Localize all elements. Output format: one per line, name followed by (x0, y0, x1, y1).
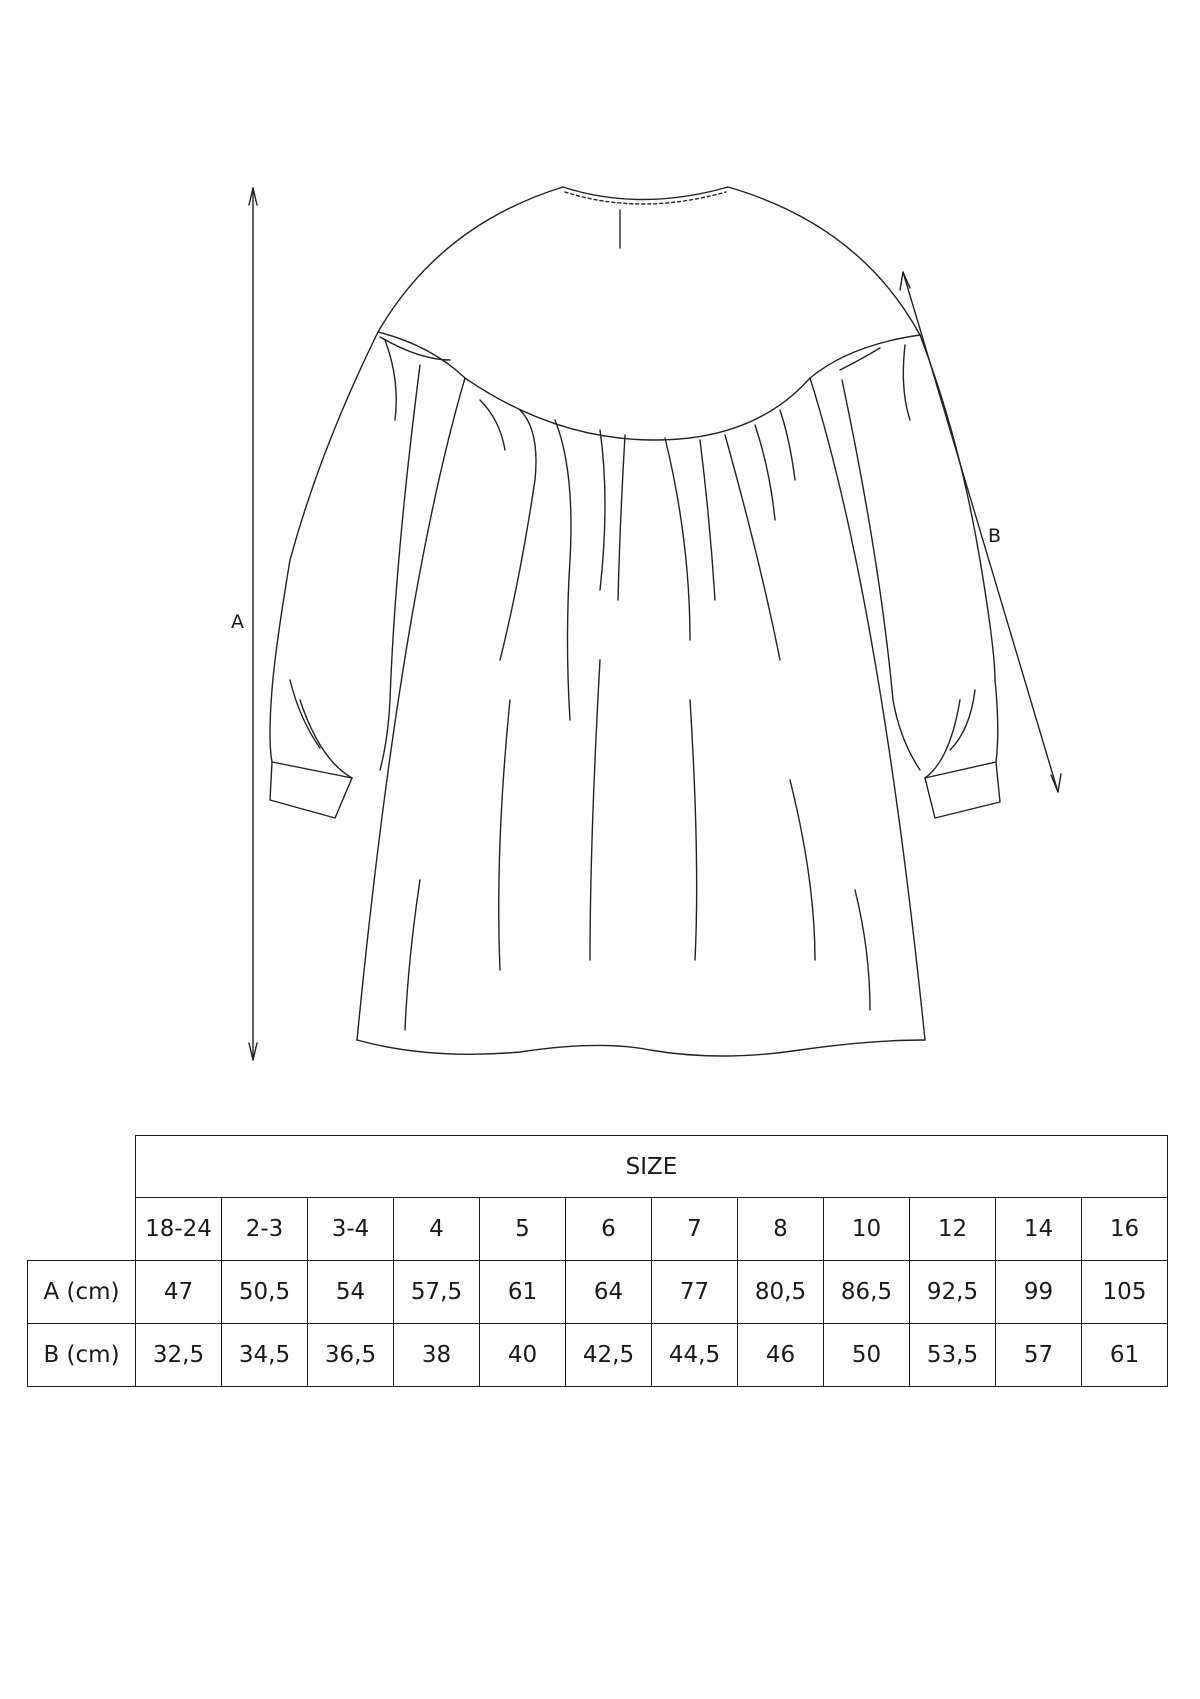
table-cell: 40 (480, 1324, 566, 1387)
table-cell: 61 (480, 1261, 566, 1324)
size-column-header: 14 (996, 1198, 1082, 1261)
dimension-a-arrow (249, 188, 257, 1060)
size-column-header: 8 (738, 1198, 824, 1261)
table-cell: 46 (738, 1324, 824, 1387)
dimension-b-label: B (988, 525, 1002, 547)
table-cell: 92,5 (910, 1261, 996, 1324)
size-column-header: 12 (910, 1198, 996, 1261)
table-cell: 50 (824, 1324, 910, 1387)
table-cell: 61 (1082, 1324, 1168, 1387)
table-cell: 64 (566, 1261, 652, 1324)
size-column-header: 18-24 (136, 1198, 222, 1261)
table-cell: 77 (652, 1261, 738, 1324)
table-cell: 44,5 (652, 1324, 738, 1387)
table-cell: 99 (996, 1261, 1082, 1324)
table-cell: 53,5 (910, 1324, 996, 1387)
left-sleeve (270, 332, 450, 818)
table-row (28, 1324, 1168, 1387)
size-column-header: 10 (824, 1198, 910, 1261)
size-header: SIZE (136, 1136, 1168, 1198)
dimension-b-arrow (900, 272, 1061, 792)
dress-body (357, 378, 925, 1056)
yoke (378, 187, 920, 440)
table-cell: 57 (996, 1324, 1082, 1387)
size-column-header: 2-3 (222, 1198, 308, 1261)
size-column-header: 7 (652, 1198, 738, 1261)
table-cell: 42,5 (566, 1324, 652, 1387)
dimension-a-label: A (231, 611, 244, 633)
table-row (28, 1261, 1168, 1324)
table-cell: 105 (1082, 1261, 1168, 1324)
table-cell: 38 (394, 1324, 480, 1387)
table-cell: 34,5 (222, 1324, 308, 1387)
size-column-header: 4 (394, 1198, 480, 1261)
table-cell: 86,5 (824, 1261, 910, 1324)
size-column-header: 16 (1082, 1198, 1168, 1261)
right-sleeve (840, 335, 1000, 818)
table-cell: 50,5 (222, 1261, 308, 1324)
size-column-header: 6 (566, 1198, 652, 1261)
size-chart-table (27, 1135, 1168, 1387)
table-cell: 47 (136, 1261, 222, 1324)
table-cell: 54 (308, 1261, 394, 1324)
size-column-header: 5 (480, 1198, 566, 1261)
table-cell: 80,5 (738, 1261, 824, 1324)
table-cell: 57,5 (394, 1261, 480, 1324)
table-cell: 36,5 (308, 1324, 394, 1387)
neckline (563, 187, 728, 248)
row-label: B (cm) (28, 1324, 136, 1387)
size-column-header: 3-4 (308, 1198, 394, 1261)
gather-folds (405, 400, 870, 1030)
table-cell: 32,5 (136, 1324, 222, 1387)
row-label: A (cm) (28, 1261, 136, 1324)
